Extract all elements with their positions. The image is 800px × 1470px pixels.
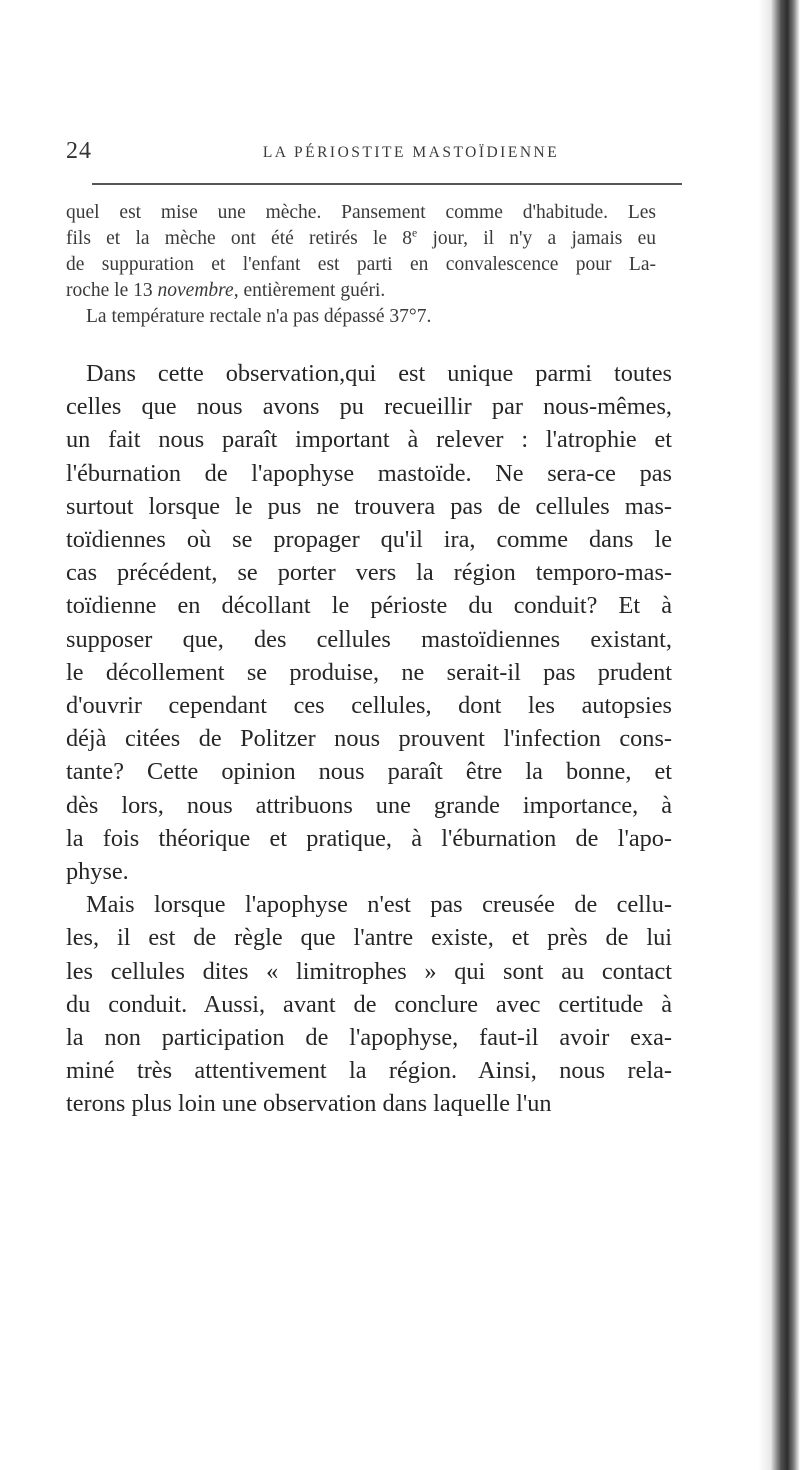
text-line: d'ouvrir cependant ces cellules, dont les autopsies: [66, 692, 672, 720]
header-rule: [92, 183, 682, 185]
text-line: Dans cette observation,qui est unique parmi toutes: [86, 360, 672, 387]
page-header: [66, 138, 756, 168]
text-line: les, il est de règle que l'antre existe, et près de lui: [66, 924, 672, 952]
text-line: terons plus loin une observation dans laquelle l'un: [66, 1090, 552, 1118]
main-text: [66, 357, 672, 1121]
note-line: fils et la mèche ont été retirés le 8e jour, il n'y a jamais eu: [66, 226, 656, 249]
text-line: physe.: [66, 858, 129, 886]
running-title: LA PÉRIOSTITE MASTOÏDIENNE: [262, 144, 560, 161]
text-line: Mais lorsque l'apophyse n'est pas creusée de cellu-: [86, 891, 672, 919]
page-number: 24: [66, 138, 92, 164]
text-line: déjà citées de Politzer nous prouvent l'infection cons-: [66, 725, 672, 753]
text-line: un fait nous paraît important à relever : l'atrophie et: [66, 426, 672, 454]
text-line: toïdiennes où se propager qu'il ira, comme dans le: [66, 526, 672, 554]
text-line: miné très attentivement la région. Ainsi, nous rela-: [66, 1057, 672, 1085]
case-note: [66, 200, 656, 330]
text-line: cas précédent, se porter vers la région temporo-mas-: [66, 559, 672, 587]
text-line: la non participation de l'apophyse, faut-il avoir exa-: [66, 1024, 672, 1052]
text-line: celles que nous avons pu recueillir par nous-mêmes,: [66, 393, 672, 421]
note-line: La température rectale n'a pas dépassé 37°7.: [86, 306, 432, 327]
text-line: la fois théorique et pratique, à l'éburnation de l'apo-: [66, 824, 672, 852]
text-line: l'éburnation de l'apophyse mastoïde. Ne sera-ce pas: [66, 459, 672, 487]
note-line: roche le 13 novembre, entièrement guéri.: [66, 280, 386, 301]
text-line: le décollement se produise, ne serait-il pas prudent: [66, 658, 672, 686]
note-line: de suppuration et l'enfant est parti en convalescence pour La-: [66, 254, 656, 275]
text-line: supposer que, des cellules mastoïdiennes existant,: [66, 625, 672, 653]
text-line: les cellules dites « limitrophes » qui sont au contact: [66, 957, 672, 985]
text-line: du conduit. Aussi, avant de conclure avec certitude à: [66, 990, 672, 1018]
page-edge-shadow: [758, 0, 800, 1470]
text-line: toïdienne en décollant le périoste du conduit? Et à: [66, 592, 672, 620]
note-line: quel est mise une mèche. Pansement comme d'habitude. Les: [66, 202, 656, 223]
text-line: dès lors, nous attribuons une grande importance, à: [66, 791, 672, 819]
text-line: surtout lorsque le pus ne trouvera pas de cellules mas-: [66, 492, 672, 520]
text-line: tante? Cette opinion nous paraît être la bonne, et: [66, 758, 672, 786]
